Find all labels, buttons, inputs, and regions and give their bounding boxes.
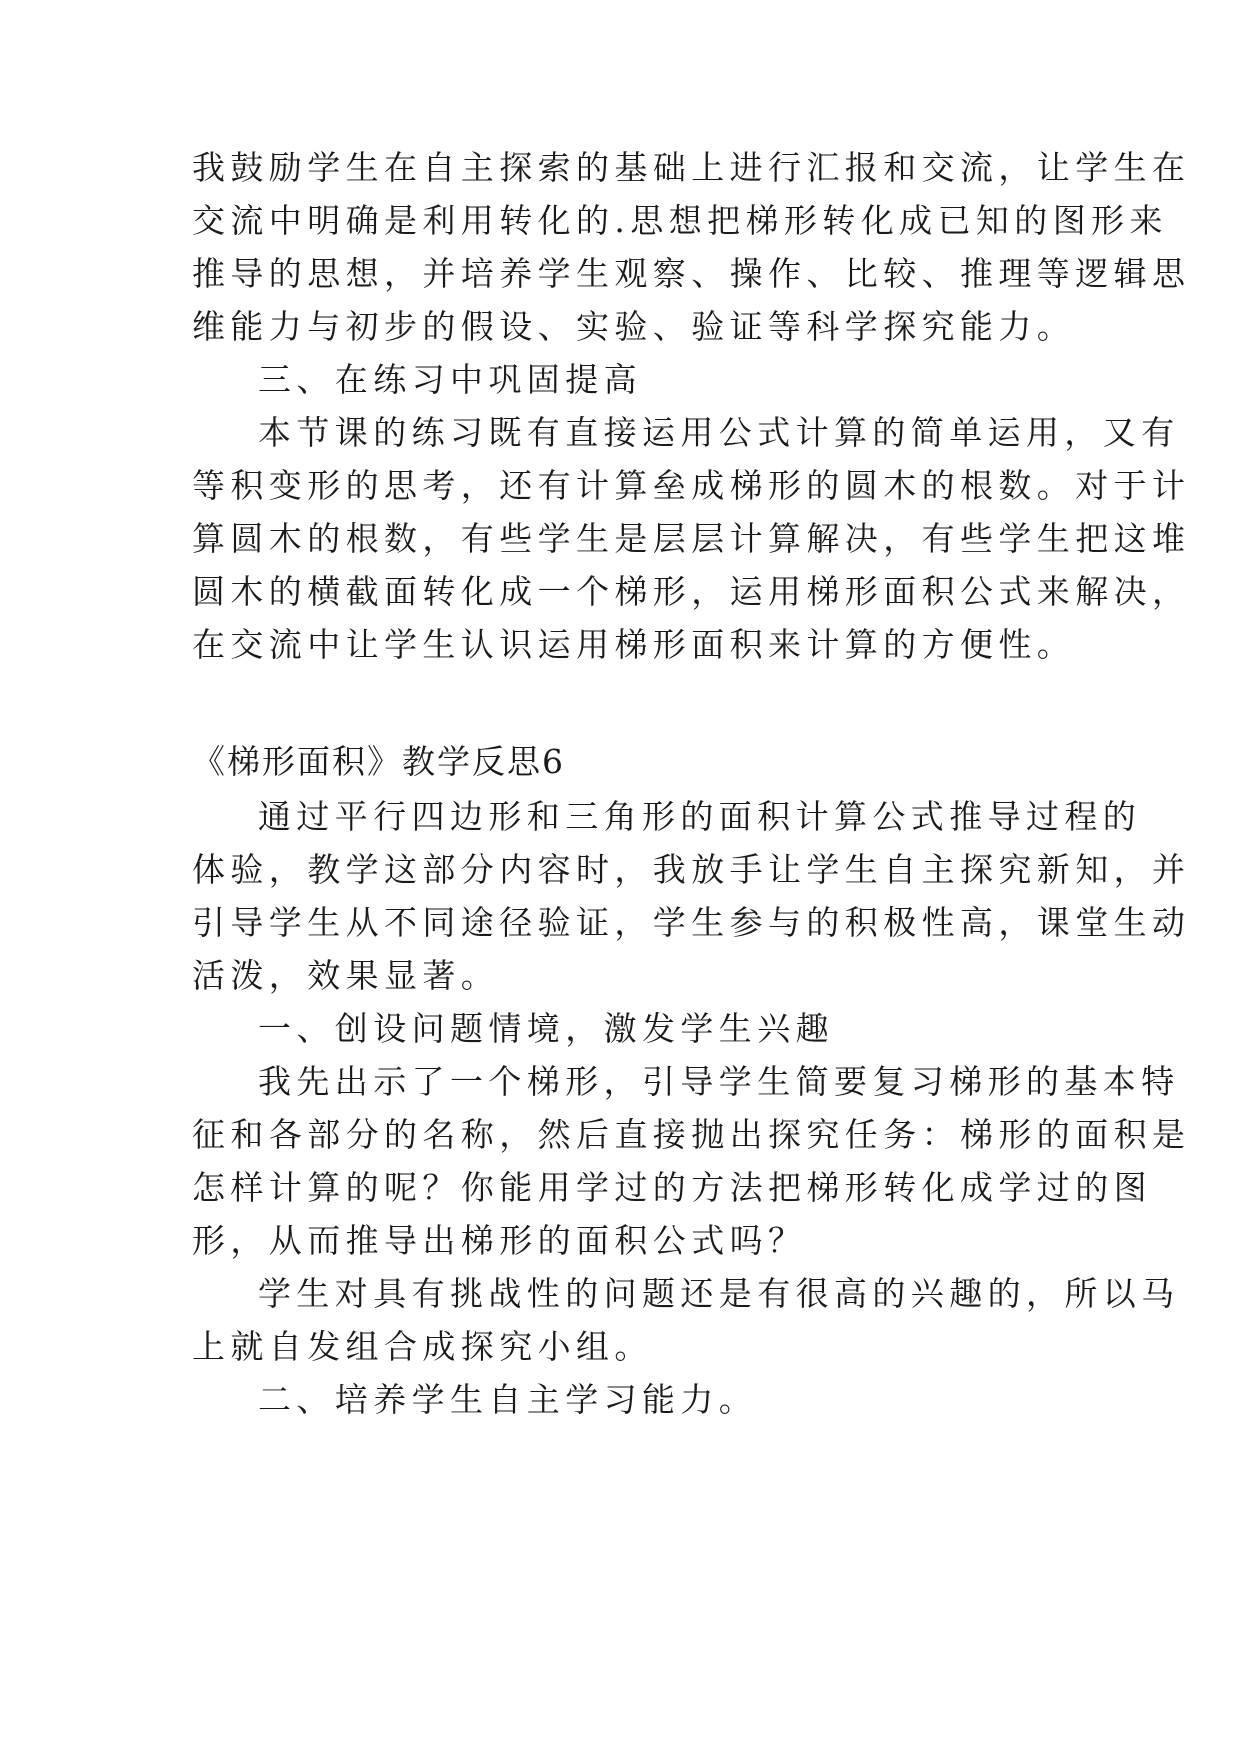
paragraph-line: 学生对具有挑战性的问题还是有很高的兴趣的，所以马 bbox=[258, 1274, 1180, 1313]
paragraph-line: 形，从而推导出梯形的面积公式吗？ bbox=[192, 1221, 807, 1260]
paragraph-line: 交流中明确是利用转化的.思想把梯形转化成已知的图形来 bbox=[192, 201, 1168, 240]
paragraph-line: 通过平行四边形和三角形的面积计算公式推导过程的 bbox=[258, 797, 1142, 836]
paragraph-line: 算圆木的根数，有些学生是层层计算解决，有些学生把这堆 bbox=[192, 519, 1191, 558]
paragraph-line: 维能力与初步的假设、实验、验证等科学探究能力。 bbox=[192, 307, 1076, 346]
document-title: 《梯形面积》教学反思6 bbox=[192, 742, 565, 781]
section-heading: 一、创设问题情境，激发学生兴趣 bbox=[258, 1009, 834, 1048]
paragraph-line: 本节课的练习既有直接运用公式计算的简单运用，又有 bbox=[258, 413, 1180, 452]
paragraph-line: 在交流中让学生认识运用梯形面积来计算的方便性。 bbox=[192, 625, 1076, 664]
paragraph-line: 上就自发组合成探究小组。 bbox=[192, 1327, 653, 1366]
paragraph-line: 等积变形的思考，还有计算垒成梯形的圆木的根数。对于计 bbox=[192, 466, 1191, 505]
paragraph-line: 圆木的横截面转化成一个梯形，运用梯形面积公式来解决， bbox=[192, 572, 1191, 611]
paragraph-line: 推导的思想，并培养学生观察、操作、比较、推理等逻辑思 bbox=[192, 254, 1191, 293]
paragraph-line: 征和各部分的名称，然后直接抛出探究任务：梯形的面积是 bbox=[192, 1115, 1191, 1154]
paragraph-line: 活泼，效果显著。 bbox=[192, 956, 500, 995]
paragraph-line: 引导学生从不同途径验证，学生参与的积极性高，课堂生动 bbox=[192, 903, 1191, 942]
section-heading: 二、培养学生自主学习能力。 bbox=[258, 1380, 758, 1419]
paragraph-line: 怎样计算的呢？你能用学过的方法把梯形转化成学过的图 bbox=[192, 1168, 1152, 1207]
paragraph-line: 体验，教学这部分内容时，我放手让学生自主探究新知，并 bbox=[192, 850, 1191, 889]
paragraph-line: 我鼓励学生在自主探索的基础上进行汇报和交流，让学生在 bbox=[192, 148, 1191, 187]
paragraph-line: 我先出示了一个梯形，引导学生简要复习梯形的基本特 bbox=[258, 1062, 1180, 1101]
section-heading: 三、在练习中巩固提高 bbox=[258, 360, 642, 399]
